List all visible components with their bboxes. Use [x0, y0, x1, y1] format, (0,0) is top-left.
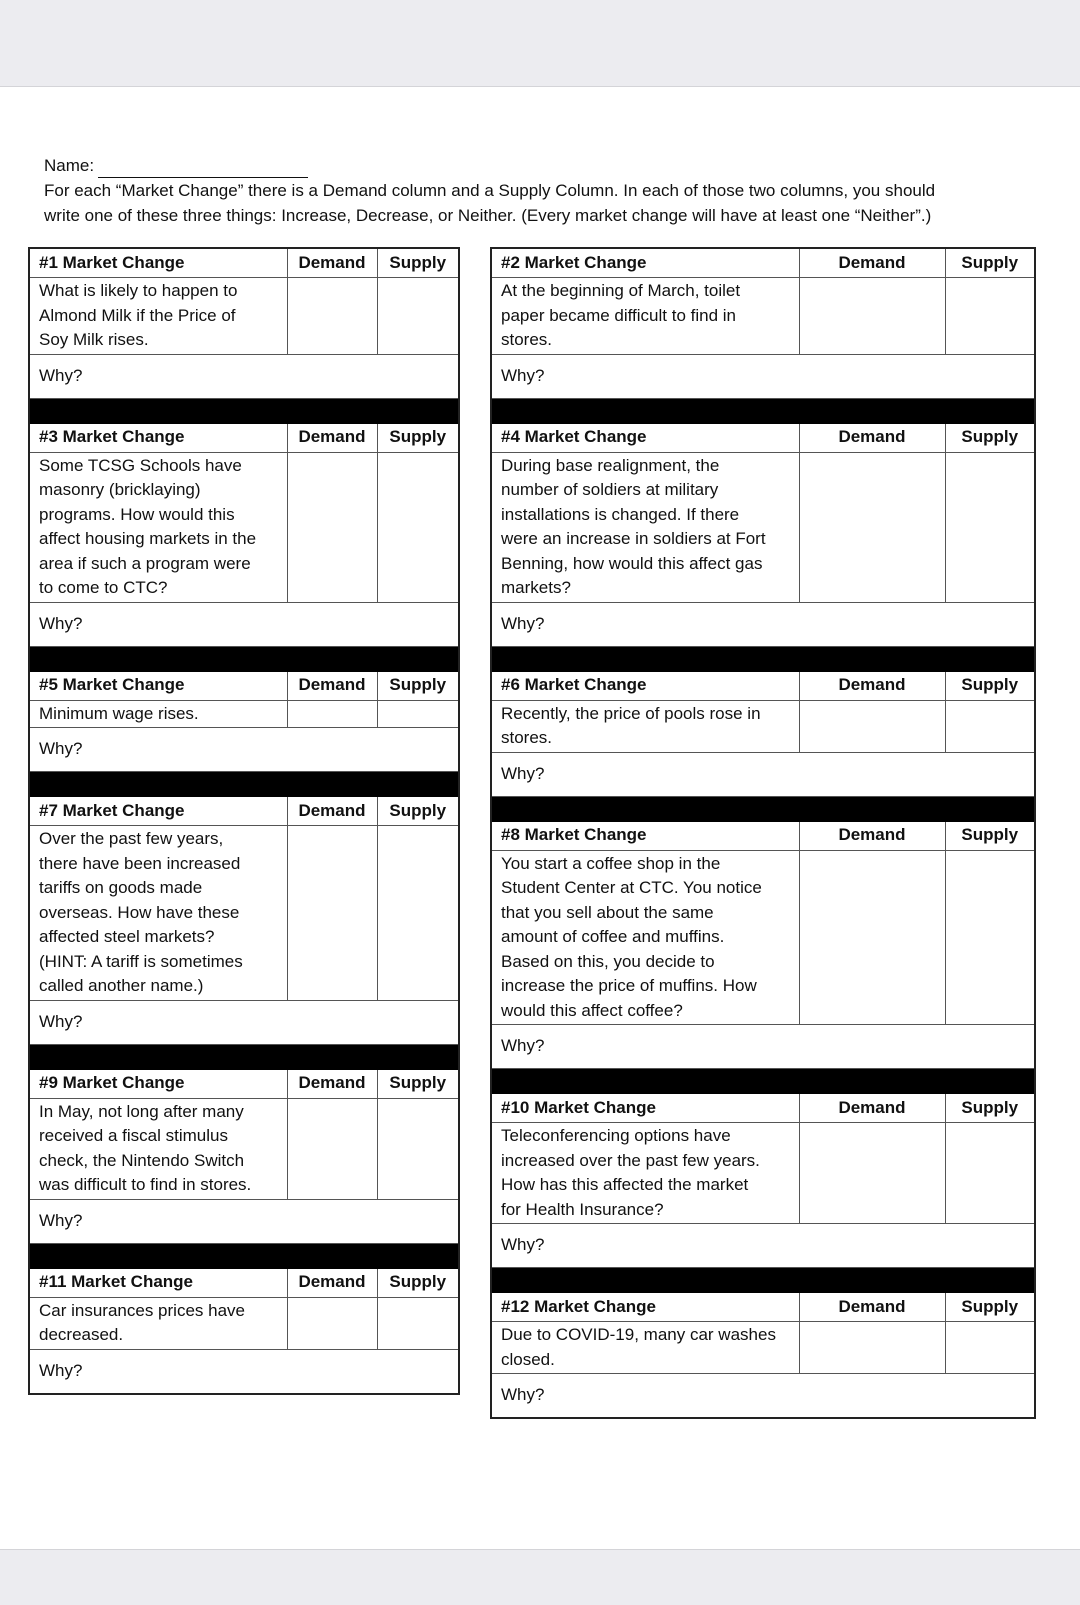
market-change-label: #9 Market Change	[29, 1069, 287, 1098]
why-row[interactable]	[29, 1000, 459, 1044]
supply-column-header: Supply	[945, 821, 1035, 850]
question-line: Car insurances prices have	[39, 1300, 245, 1320]
market-change-question-row	[491, 452, 1035, 602]
question-text	[29, 1297, 287, 1349]
demand-answer-cell[interactable]	[799, 278, 945, 355]
demand-answer-cell[interactable]	[287, 1098, 377, 1199]
question-text	[29, 278, 287, 355]
market-change-question-row	[491, 278, 1035, 355]
question-line: affect housing markets in the	[39, 529, 257, 548]
market-change-question-row	[29, 826, 459, 1001]
why-row[interactable]	[29, 728, 459, 772]
question-line: masonry (bricklaying)	[39, 480, 201, 499]
demand-answer-cell[interactable]	[799, 452, 945, 602]
question-line: called another name.)	[39, 976, 204, 995]
question-line: amount of coffee and muffins.	[501, 927, 725, 946]
separator-bar	[29, 1243, 459, 1268]
demand-answer-cell[interactable]	[799, 1322, 945, 1374]
question-line: Recently, the price of pools rose in	[501, 703, 761, 723]
supply-column-header: Supply	[377, 248, 459, 278]
why-row[interactable]	[29, 602, 459, 646]
question-line: overseas. How have these	[39, 902, 240, 922]
question-line: decreased.	[39, 1325, 124, 1344]
market-change-header-row	[491, 821, 1035, 850]
question-line: received a fiscal stimulus	[39, 1126, 228, 1145]
why-label: Why?	[29, 354, 459, 398]
demand-answer-cell[interactable]	[799, 850, 945, 1025]
why-row[interactable]	[491, 1224, 1035, 1268]
worksheet-page	[0, 86, 1080, 1550]
supply-column-header: Supply	[377, 423, 459, 452]
question-line: affected steel markets?	[39, 927, 215, 946]
supply-answer-cell[interactable]	[377, 278, 459, 355]
market-change-question-row	[29, 1098, 459, 1199]
why-label: Why?	[491, 752, 1035, 796]
why-label: Why?	[491, 602, 1035, 646]
demand-column-header: Demand	[287, 1268, 377, 1297]
question-line: paper became difficult to find in	[501, 305, 736, 325]
demand-answer-cell[interactable]	[287, 1297, 377, 1349]
market-change-header-row	[29, 1268, 459, 1297]
demand-column-header: Demand	[799, 1094, 945, 1123]
supply-answer-cell[interactable]	[945, 700, 1035, 752]
question-line: check, the Nintendo Switch	[39, 1150, 245, 1170]
supply-answer-cell[interactable]	[377, 1098, 459, 1199]
question-text	[29, 700, 287, 728]
market-change-header-row	[491, 1293, 1035, 1322]
demand-answer-cell[interactable]	[799, 1123, 945, 1224]
separator-bar-cell	[491, 1268, 1035, 1293]
demand-answer-cell[interactable]	[287, 700, 377, 728]
question-line: You start a coffee shop in the	[501, 853, 721, 873]
separator-bar-cell	[29, 1044, 459, 1069]
market-change-header-row	[29, 423, 459, 452]
supply-column-header: Supply	[377, 1069, 459, 1098]
demand-answer-cell[interactable]	[287, 278, 377, 355]
separator-bar	[491, 398, 1035, 423]
question-line: for Health Insurance?	[501, 1199, 664, 1219]
question-line: was difficult to find in stores.	[39, 1175, 252, 1194]
why-row[interactable]	[29, 354, 459, 398]
supply-answer-cell[interactable]	[377, 452, 459, 602]
question-line: Over the past few years,	[39, 829, 224, 848]
demand-column-header: Demand	[799, 423, 945, 452]
separator-bar-cell	[29, 646, 459, 671]
market-change-question-row	[29, 452, 459, 602]
separator-bar-cell	[491, 796, 1035, 821]
why-label: Why?	[29, 1349, 459, 1394]
demand-answer-cell[interactable]	[287, 826, 377, 1001]
question-line: (HINT: A tariff is sometimes	[39, 951, 243, 971]
supply-column-header: Supply	[945, 1094, 1035, 1123]
question-line: installations is changed. If there	[501, 504, 740, 524]
question-line: number of soldiers at military	[501, 480, 719, 499]
question-line: During base realignment, the	[501, 455, 720, 475]
why-row[interactable]	[491, 1025, 1035, 1069]
separator-bar	[491, 646, 1035, 671]
market-change-header-row	[29, 797, 459, 826]
question-line: stores.	[501, 728, 553, 747]
demand-column-header: Demand	[799, 248, 945, 278]
market-change-label: #5 Market Change	[29, 671, 287, 700]
market-change-label: #12 Market Change	[491, 1293, 799, 1322]
worksheet-header	[44, 153, 1044, 228]
question-line: that you sell about the same	[501, 902, 714, 922]
question-text	[491, 1123, 799, 1224]
supply-column-header: Supply	[377, 797, 459, 826]
question-line: would this affect coffee?	[501, 1000, 683, 1020]
market-change-label: #6 Market Change	[491, 671, 799, 700]
market-change-question-row	[491, 1322, 1035, 1374]
demand-column-header: Demand	[287, 797, 377, 826]
demand-answer-cell[interactable]	[287, 452, 377, 602]
demand-column-header: Demand	[287, 248, 377, 278]
question-text	[29, 826, 287, 1001]
why-label: Why?	[491, 354, 1035, 398]
question-text	[491, 850, 799, 1025]
question-line: area if such a program were	[39, 553, 251, 573]
separator-bar-cell	[29, 772, 459, 797]
why-row[interactable]	[491, 752, 1035, 796]
separator-bar	[29, 1044, 459, 1069]
question-line: increase the price of muffins. How	[501, 976, 757, 995]
market-change-header-row	[29, 671, 459, 700]
question-line: Teleconferencing options have	[501, 1126, 731, 1145]
separator-bar-cell	[29, 398, 459, 423]
why-row[interactable]	[491, 1374, 1035, 1419]
demand-column-header: Demand	[799, 1293, 945, 1322]
question-line: Almond Milk if the Price of	[39, 305, 236, 325]
why-label: Why?	[491, 1224, 1035, 1268]
supply-answer-cell[interactable]	[945, 278, 1035, 355]
separator-bar	[491, 1069, 1035, 1094]
supply-answer-cell[interactable]	[945, 850, 1035, 1025]
demand-column-header: Demand	[287, 671, 377, 700]
separator-bar-cell	[491, 398, 1035, 423]
question-line: increased over the past few years.	[501, 1150, 760, 1170]
question-line: were an increase in soldiers at Fort	[501, 529, 766, 548]
separator-bar	[491, 796, 1035, 821]
supply-answer-cell[interactable]	[377, 826, 459, 1001]
market-change-header-row	[29, 1069, 459, 1098]
question-line: closed.	[501, 1349, 555, 1369]
why-label: Why?	[491, 1374, 1035, 1419]
separator-bar	[29, 772, 459, 797]
why-label: Why?	[29, 602, 459, 646]
question-line: Minimum wage rises.	[39, 703, 199, 723]
left-market-change-table	[28, 247, 460, 1395]
question-line: What is likely to happen to	[39, 281, 238, 300]
question-line: Due to COVID-19, many car washes	[501, 1325, 776, 1344]
separator-bar	[29, 398, 459, 423]
why-row[interactable]	[29, 1349, 459, 1394]
market-change-question-row	[29, 1297, 459, 1349]
question-line: Some TCSG Schools have	[39, 455, 242, 475]
market-change-header-row	[491, 1094, 1035, 1123]
question-line: there have been increased	[39, 853, 241, 873]
question-text	[29, 452, 287, 602]
why-label: Why?	[29, 1000, 459, 1044]
market-change-label: #4 Market Change	[491, 423, 799, 452]
demand-column-header: Demand	[287, 423, 377, 452]
market-change-header-row	[491, 671, 1035, 700]
question-text	[491, 452, 799, 602]
question-text	[491, 1322, 799, 1374]
separator-bar-cell	[29, 1243, 459, 1268]
question-line: stores.	[501, 330, 553, 349]
question-text	[491, 278, 799, 355]
name-row	[44, 153, 1044, 178]
market-change-label: #7 Market Change	[29, 797, 287, 826]
market-change-question-row	[29, 278, 459, 355]
market-change-label: #1 Market Change	[29, 248, 287, 278]
supply-answer-cell[interactable]	[377, 700, 459, 728]
supply-answer-cell[interactable]	[945, 452, 1035, 602]
why-row[interactable]	[491, 354, 1035, 398]
question-line: Benning, how would this affect gas	[501, 553, 763, 573]
supply-answer-cell[interactable]	[945, 1123, 1035, 1224]
why-label: Why?	[29, 1199, 459, 1243]
why-label: Why?	[29, 728, 459, 772]
demand-column-header: Demand	[287, 1069, 377, 1098]
question-text	[29, 1098, 287, 1199]
separator-bar	[29, 646, 459, 671]
market-change-label: #10 Market Change	[491, 1094, 799, 1123]
question-line: markets?	[501, 578, 571, 597]
question-line: At the beginning of March, toilet	[501, 281, 741, 300]
separator-bar-cell	[491, 646, 1035, 671]
right-market-change-table	[490, 247, 1036, 1419]
name-label: Name:	[44, 156, 95, 175]
instructions-line-1: For each “Market Change” there is a Demand column and a Supply Column. In each of those two columns, you should	[44, 181, 936, 200]
market-change-label: #11 Market Change	[29, 1268, 287, 1297]
why-row[interactable]	[491, 602, 1035, 646]
question-line: Student Center at CTC. You notice	[501, 878, 762, 897]
supply-column-header: Supply	[945, 671, 1035, 700]
why-row[interactable]	[29, 1199, 459, 1243]
market-change-header-row	[491, 423, 1035, 452]
market-change-header-row	[491, 248, 1035, 278]
supply-answer-cell[interactable]	[377, 1297, 459, 1349]
supply-answer-cell[interactable]	[945, 1322, 1035, 1374]
market-change-question-row	[491, 700, 1035, 752]
question-line: programs. How would this	[39, 504, 235, 524]
supply-column-header: Supply	[945, 423, 1035, 452]
question-line: How has this affected the market	[501, 1175, 749, 1194]
question-line: tariffs on goods made	[39, 878, 203, 897]
question-line: to come to CTC?	[39, 578, 168, 597]
why-label: Why?	[491, 1025, 1035, 1069]
instructions-line-2: write one of these three things: Increase, Decrease, or Neither. (Every market change will have at least one “Neither”.)	[44, 206, 932, 225]
question-line: Based on this, you decide to	[501, 951, 715, 971]
supply-column-header: Supply	[377, 671, 459, 700]
market-change-header-row	[29, 248, 459, 278]
market-change-label: #8 Market Change	[491, 821, 799, 850]
separator-bar-cell	[491, 1069, 1035, 1094]
market-change-question-row	[29, 700, 459, 728]
supply-column-header: Supply	[945, 1293, 1035, 1322]
question-line: Soy Milk rises.	[39, 330, 149, 349]
supply-column-header: Supply	[945, 248, 1035, 278]
demand-column-header: Demand	[799, 671, 945, 700]
market-change-label: #3 Market Change	[29, 423, 287, 452]
name-blank[interactable]	[98, 159, 308, 178]
supply-column-header: Supply	[377, 1268, 459, 1297]
demand-column-header: Demand	[799, 821, 945, 850]
market-change-question-row	[491, 850, 1035, 1025]
question-line: In May, not long after many	[39, 1101, 244, 1121]
question-text	[491, 700, 799, 752]
market-change-label: #2 Market Change	[491, 248, 799, 278]
demand-answer-cell[interactable]	[799, 700, 945, 752]
separator-bar	[491, 1268, 1035, 1293]
market-change-question-row	[491, 1123, 1035, 1224]
